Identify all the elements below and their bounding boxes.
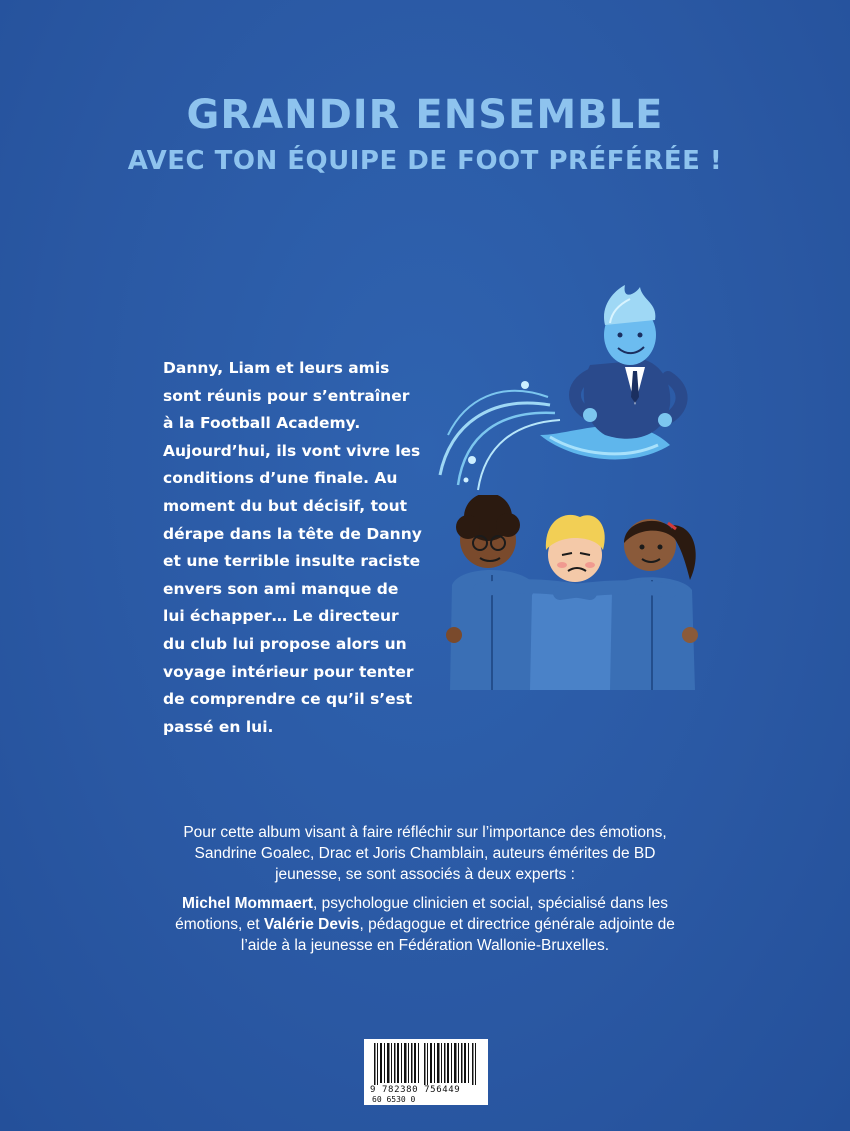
barcode-bars	[366, 1041, 486, 1087]
barcode-number: 9 782380 756449	[370, 1085, 486, 1095]
info-paragraph-intro: Pour cette album visant à faire réfléchir sur l’importance des émotions, Sandrine Goalec, Drac et Joris Chamblain, auteurs émérites de BD jeunesse, se sont associés à deux experts :	[183, 824, 667, 883]
blurb-line: à la Football Academy.	[163, 414, 361, 433]
info-paragraph-experts	[170, 893, 680, 956]
blurb-line: dérape dans la tête de Danny	[163, 524, 422, 543]
blurb-line: lui échapper… Le directeur	[163, 607, 399, 626]
barcode-code: 60 6530 0	[372, 1095, 416, 1104]
blurb-line: voyage intérieur pour tenter	[163, 662, 414, 681]
blurb-line: Danny, Liam et leurs amis	[163, 359, 390, 377]
expert-name: Michel Mommaert	[182, 895, 313, 912]
expert-name: Valérie Devis	[263, 916, 360, 933]
blurb-line: envers son ami manque de	[163, 579, 399, 598]
expert-description: , pédagogue et directrice générale adjointe de l’aide à la jeunesse en Fédération Wallonie-Bruxelles.	[240, 916, 675, 954]
blurb-line: conditions d’une finale. Au	[163, 469, 398, 488]
story-blurb	[163, 355, 463, 741]
blurb-line: moment du but décisif, tout	[163, 496, 408, 515]
cover-title: GRANDIR ENSEMBLE	[186, 92, 664, 138]
expert-description: , psychologue clinicien et social, spécialisé dans les émotions, et	[175, 895, 668, 933]
blurb-line: passé en lui.	[163, 717, 274, 736]
blurb-line: Aujourd’hui, ils vont vivre les	[163, 441, 421, 460]
isbn-barcode	[364, 1039, 488, 1105]
cover-subtitle: AVEC TON ÉQUIPE DE FOOT PRÉFÉRÉE !	[127, 146, 723, 176]
blurb-line: sont réunis pour s’entraîner	[163, 386, 410, 405]
three-kids-illustration	[440, 495, 710, 690]
ghost-director-illustration	[430, 285, 715, 495]
blurb-line: du club lui propose alors un	[163, 634, 407, 653]
authors-info	[170, 822, 680, 964]
blurb-line: de comprendre ce qu’il s’est	[163, 690, 413, 709]
blurb-line: et une terrible insulte raciste	[163, 552, 421, 571]
